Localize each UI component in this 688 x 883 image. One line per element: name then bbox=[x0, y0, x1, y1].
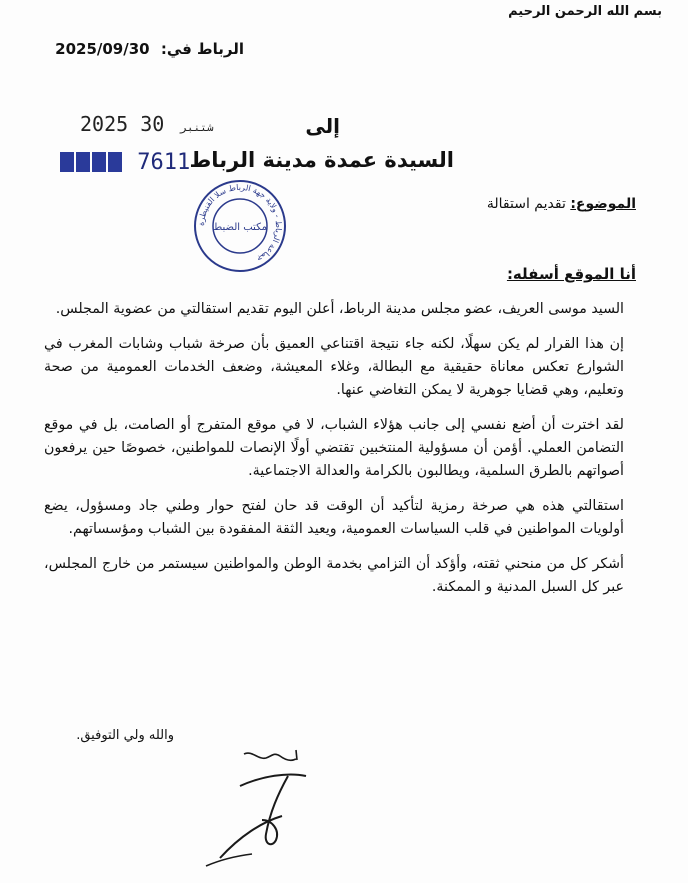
place-date-line bbox=[55, 40, 244, 58]
body-paragraph: إن هذا القرار لم يكن سهلًا، لكنه جاء نتيجة اقتناعي العميق بأن صرخة شباب وشابات المغرب في الشوارع تعكس معاناة حقيقية مع البطالة، وغلاء المعيشة، وضعف الخدمات العمومية من صحة وتعليم، وهي قضايا جوهرية لا يمكن التغاضي عنها. bbox=[44, 336, 624, 398]
letter-date: 2025/09/30 bbox=[55, 40, 150, 58]
body-paragraph: السيد موسى العريف، عضو مجلس مدينة الرباط، أعلن اليوم تقديم استقالتي من عضوية المجلس. bbox=[55, 301, 624, 317]
registry-month: شتنبر bbox=[180, 121, 214, 134]
body-paragraph: استقالتي هذه هي صرخة رمزية لتأكيد أن الوقت قد حان لفتح حوار وطني جاد ومسؤول، يضع أولويات المواطنين في قلب السياسات العمومية، ويعيد الثقة المفقودة بين الشباب ومؤسساتهم. bbox=[44, 498, 624, 537]
registry-year: 2025 bbox=[80, 112, 129, 136]
registry-day: 30 bbox=[140, 112, 165, 136]
place-date-label: الرباط في: bbox=[160, 40, 244, 58]
closing-formula: والله ولي التوفيق. bbox=[76, 728, 174, 743]
registry-number bbox=[60, 150, 190, 175]
official-stamp bbox=[192, 178, 288, 274]
body-paragraph: لقد اخترت أن أضع نفسي إلى جانب هؤلاء الشباب، لا في موقع المتفرج أو الصامت، بل في موقع التضامن العملي. أؤمن أن مسؤولية المنتخبين تقتضي أولًا الإنصات للمواطنين، خصوصًا حين يرفعون أصواتهم بالطرق السلمية، ويطالبون بالكرامة والعدالة الاجتماعية. bbox=[44, 417, 624, 479]
stamp-ring-text: جماعة الرباط - ولاية جهة الرباط سلا القنيطرة bbox=[196, 182, 284, 265]
body-paragraph: أشكر كل من منحني ثقته، وأؤكد أن التزامي بخدمة الوطن والمواطنين سيستمر من خارج المجلس، عبر كل السبل المدنية و الممكنة. bbox=[44, 556, 624, 595]
registry-date-stamp bbox=[80, 112, 217, 136]
recipient-name: السيدة عمدة مدينة الرباط bbox=[189, 148, 454, 172]
basmala: بسم الله الرحمن الرحيم bbox=[508, 4, 662, 19]
stamp-center-text: مكتب الضبط bbox=[213, 222, 267, 233]
registry-number-digits: 7611 bbox=[137, 150, 191, 175]
undersigned-label: أنا الموقع أسفله: bbox=[506, 265, 636, 283]
subject-line bbox=[487, 196, 636, 212]
letter-body bbox=[44, 298, 624, 611]
subject-value: تقديم استقالة bbox=[486, 196, 566, 212]
subject-label: الموضوع: bbox=[570, 196, 636, 212]
to-label: إلى bbox=[305, 114, 340, 138]
handwritten-signature bbox=[200, 748, 320, 868]
